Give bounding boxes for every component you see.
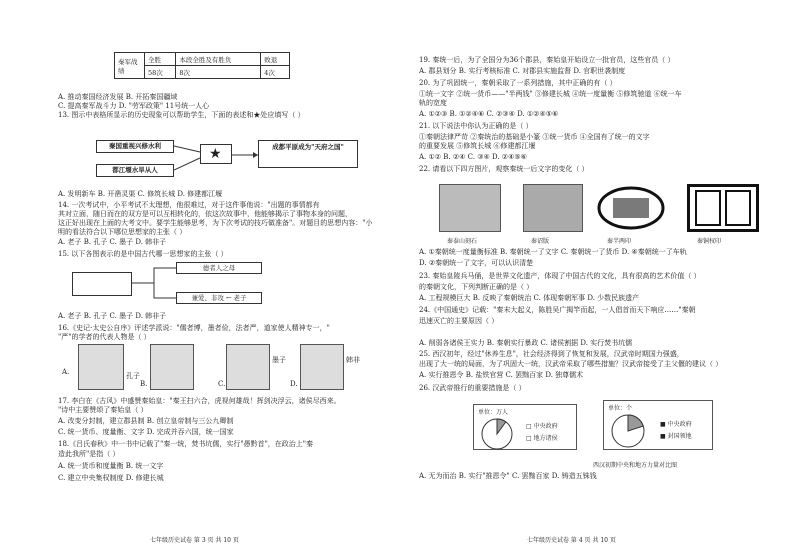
chart-unit: 单位：个: [608, 405, 633, 412]
stat-cell: 本段全胜及有胜负: [176, 53, 261, 66]
stat-cell: 8次: [176, 66, 261, 79]
question-line: A. 改变分封制，建立郡县制 B. 创立皇帝制与三公九卿制: [58, 417, 234, 425]
question-line: 这正好出现在上面的大考文中。要学生能够思考，为下次考试的技巧做准备"。对题目的思想内容："小: [58, 219, 373, 227]
pie-chart-1: [480, 417, 514, 451]
diagram-box-3: 成都平原成为"天府之国": [258, 140, 358, 168]
speech-box: 兼爱、非攻 ← 老子: [176, 292, 262, 304]
portrait-image: [150, 344, 194, 390]
question-line: 18.《吕氏春秋》中一书中记载了"秦一统，焚书坑儒，实行"愚黔首"，在政治上"秦: [58, 440, 314, 448]
question-line: A. ①②③ B. ①②④⑥ C. ②③④ D. ①②④⑤⑥: [419, 110, 559, 118]
question-line: 26. 汉武帝推行的重要措施是（ ）: [419, 384, 526, 392]
question-line: 24.《中国通史》记载："秦末大起义，陈胜吴广揭竿而起，一人倡首而天下响应……"秦朝: [419, 306, 696, 314]
page-footer: 七年级历史试卷 第 3 页 共 10 页: [150, 537, 239, 544]
stat-table: [114, 52, 290, 79]
diagram-arrows: [174, 140, 258, 180]
question-line: "诗中主要赞颂了秦始皇（ ）: [58, 406, 148, 414]
portrait-name: 韩非: [346, 356, 360, 364]
question-line: 22. 请看以下四方图片，观察秦统一后文字的变化（ ）: [419, 165, 589, 173]
portrait-option: A.: [62, 368, 70, 376]
question-line: 16.《史记·太史公自序》评述学派说："儒者博，墨者俭，法者严，道家使人精神专一，": [58, 324, 330, 332]
question-line: A. 推动秦国经济发展 B. 开拓秦国疆域: [58, 93, 178, 101]
question-line: 15. 以下各图表示的是中国古代哪一思想家的主张（ ）: [58, 250, 228, 258]
diagram-box-2: 都江堰水旱从人: [96, 164, 174, 177]
question-line: A. 工程规模巨大 B. 反映了秦朝统治 C. 体现秦朝军事 D. 少数民族遗产: [419, 294, 640, 302]
seal-caption: 秦半两印: [607, 238, 632, 245]
question-line: 21. 以下说法中你认为正确的是（ ）: [419, 122, 533, 130]
stat-row-label: 秦军战绩: [115, 53, 145, 79]
question-line: D. ②秦朝统一了文字，可以认识清楚: [419, 259, 534, 267]
chart-panel-2: [603, 400, 713, 450]
seal-caption: 秦泰山刻石: [447, 238, 478, 245]
question-line: 造此我所"是指（ ）: [58, 450, 120, 458]
stat-cell: 全胜: [145, 53, 176, 66]
question-line: A. 实行推恩令 B. 盐铁官营 C. 罢黜百家 D. 独尊儒术: [419, 371, 584, 379]
question-line: A. 统一货币和度量衡 B. 统一文字: [58, 462, 164, 470]
portrait-option: D.: [290, 380, 298, 388]
question-line: A. ①② B. ②④ C. ③④ D. ②④⑤⑥: [419, 153, 527, 161]
stat-cell: 58次: [145, 66, 176, 79]
seal-image: [439, 184, 501, 232]
question-line: A. 削弱各诸侯王实力 B. 秦朝实行暴政 C. 诸侯割据 D. 实行焚书坑儒: [419, 339, 633, 347]
question-line: A. ①秦朝统一度量衡标准 B. 秦朝统一了文字 C. 秦朝统一了货币 D. ④秦朝统一了车轨: [419, 248, 687, 256]
question-line: A. 郡县划分 B. 实行考核标准 C. 对郡县实施监督 D. 官职世袭制度: [419, 67, 626, 75]
right-page: [397, 0, 794, 550]
stat-cell: 败退: [261, 53, 290, 66]
chart-unit: 单位：万人: [478, 409, 509, 416]
question-line: A. 发明新车 B. 开凿灵渠 C. 修筑长城 D. 修建都江堰: [58, 190, 223, 198]
seal-image: [523, 184, 583, 232]
question-line: ①统一文字 ②统一货币——"半两钱" ③修建长城 ④统一度量衡 ⑤修筑驰道 ⑥统一车: [419, 90, 682, 98]
question-line: 23. 秦始皇陵兵马俑，是世界文化遗产，体现了中国古代的文化，具有很高的艺术价值（ ）: [419, 272, 701, 280]
question-line: 的重要发展 ⑤修筑长城 ⑥修建都江堰: [419, 142, 536, 150]
seal-image: [595, 184, 667, 232]
question-line: A. 老子 B. 孔子 C. 墨子 D. 韩非子: [58, 312, 167, 320]
question-line: 14. 一次考试中，小平考试不太理想，他很难过，对于这件事他说："出题的事情都有: [58, 201, 320, 209]
question-line: A. 无为而治 B. 实行"推恩令" C. 罢黜百家 D. 铸造五铢钱: [419, 472, 597, 480]
stat-cell: 4次: [261, 66, 290, 79]
question-line: ①秦朝法律严苛 ②秦统治的基础是小篆 ③统一货币 ④全国有了统一的文字: [419, 133, 650, 141]
chart-legend: ■ 封国领地: [660, 433, 692, 440]
chart-panel-1: [473, 404, 577, 450]
speech-box: 德者人之母: [176, 262, 262, 274]
question-line: 的秦朝文化，下列判断正确的是（ ）: [419, 283, 534, 291]
legend-label: 中央政府: [667, 421, 692, 428]
question-line: 轨的宽度: [419, 99, 447, 107]
star-icon: ★: [209, 146, 222, 162]
question-line: 25. 西汉初年，经过"休养生息"，社会经济得到了恢复和发展，汉武帝时期国力强盛，: [419, 350, 684, 358]
portrait-option: B.: [140, 380, 148, 388]
chart-legend: □ 中央政府: [526, 423, 558, 430]
chart-legend: ■ 中央政府: [660, 421, 692, 428]
question-line: "严"的学者的代表人物是（ ）: [58, 333, 151, 341]
page-footer: 七年级历史试卷 第 4 页 共 10 页: [527, 537, 616, 544]
question-line: C. 提高秦军战斗力 D. "劳军政策" 11号统一人心: [58, 102, 210, 110]
seal-glyph-icon: [690, 187, 756, 229]
question-line: C. 建立中央集权制度 D. 修建长城: [58, 474, 164, 482]
portrait-name: 墨子: [272, 356, 286, 364]
question-line: C. 统一货币、度量衡、文字 D. 完成并吞六国，统一国家: [58, 428, 234, 436]
legend-label: 中央政府: [533, 423, 558, 430]
seal-glyph-icon: [595, 184, 667, 232]
question-line: 17. 李白在《古风》中盛赞秦始皇："秦王扫六合，虎视何雄哉！挥剑决浮云，诸侯尽西来。: [58, 397, 341, 405]
question-line: 出现了大一统的局面，为了巩固大一统，汉武帝采取了哪些措施？汉武帝接受了主父偃的建议（ ）: [419, 360, 723, 368]
chart-legend: □ 地方诸侯: [526, 435, 558, 442]
question-line: 其对立面，随日而在的双方是可以互相转化的，依这次故事中，他能够揭示了事物本身的问题，: [58, 210, 352, 218]
question-line: A. 老子 B. 孔子 C. 墨子 D. 韩非子: [58, 238, 167, 246]
portrait-option: C.: [218, 380, 226, 388]
question-line: 19. 秦统一后，为了全国分为36个郡县，秦始皇开始设立一批官员，这些官员（ ）: [419, 56, 675, 64]
seal-caption: 秦铜权印: [697, 238, 722, 245]
portrait-image: [300, 344, 344, 390]
question-line: 明的看法符合以下哪位思想家的主张（ ）: [58, 228, 187, 236]
question-line: 迅速灭亡的主要原因（ ）: [419, 317, 499, 325]
question-line: 13. 图示中表格所显示的历史现象可以帮助学生，下面的表述和★处应填写（ ）: [58, 111, 305, 119]
question-line: 20. 为了巩固统一，秦朝采取了一系列措施，其中正确的有（ ）: [419, 79, 617, 87]
diagram-box-1: 秦国重视兴修水利: [96, 140, 174, 153]
pie-chart-2: [610, 413, 646, 449]
portrait-name: 孔子: [126, 372, 140, 380]
portrait-image: [78, 344, 124, 390]
seal-image: [687, 184, 759, 232]
legend-label: 封国领地: [667, 433, 692, 440]
legend-label: 地方诸侯: [533, 435, 558, 442]
chart-caption: 西汉初期中央和地方力量对比图: [593, 462, 678, 469]
seal-caption: 秦诏版: [531, 238, 550, 245]
portrait-image: [226, 344, 270, 390]
speech-brackets: [132, 262, 176, 306]
speech-box: [72, 272, 132, 296]
